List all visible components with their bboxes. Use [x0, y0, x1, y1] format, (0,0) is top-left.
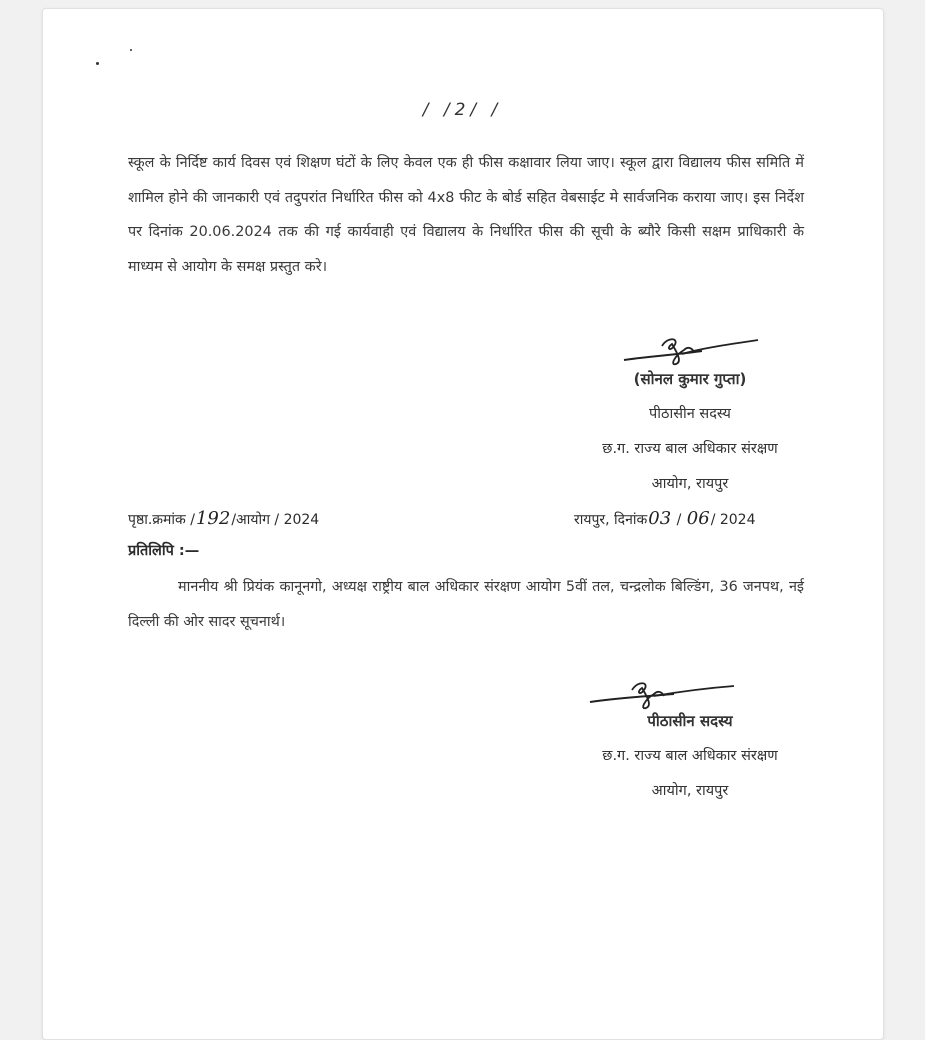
signatory-designation: पीठासीन सदस्य [649, 406, 731, 422]
date-day: 03 [648, 508, 672, 529]
signatory-organization: छ.ग. राज्य बाल अधिकार संरक्षण [602, 441, 778, 457]
signatory-block-1 [520, 362, 860, 502]
reference-prefix: पृष्ठा.क्रमांक / [128, 512, 195, 528]
reference-number [128, 508, 319, 529]
scan-speck [130, 49, 132, 51]
scan-speck [96, 62, 99, 65]
signatory-organization: छ.ग. राज्य बाल अधिकार संरक्षण [602, 748, 778, 764]
date-prefix: रायपुर, दिनांक [574, 512, 648, 528]
copy-recipient: माननीय श्री प्रियंक कानूनगो, अध्यक्ष राष्ट्रीय बाल अधिकार संरक्षण आयोग 5वीं तल, चन्द्रलोक बिल्डिंग, 36 जनपथ, नई दिल्ली की ओर सादर सूचनार्थ। [128, 579, 804, 630]
date-year: / 2024 [710, 512, 756, 528]
date-month: 06 [686, 508, 710, 529]
copy-heading: प्रतिलिपि :— [128, 543, 200, 559]
signatory-designation: पीठासीन सदस्य [647, 712, 733, 730]
signatory-location: आयोग, रायपुर [651, 476, 729, 492]
issue-date: रायपुर, दिनांक03 / 06/ 2024 [574, 508, 756, 529]
reference-handwritten-number: 192 [195, 508, 231, 529]
signatory-location: आयोग, रायपुर [651, 783, 729, 799]
page-number: / /2/ / [422, 100, 503, 120]
signatory-block-2 [520, 704, 860, 809]
reference-suffix: /आयोग / 2024 [231, 512, 320, 528]
signatory-name: (सोनल कुमार गुप्ता) [633, 370, 747, 388]
body-paragraph: स्कूल के निर्दिष्ट कार्य दिवस एवं शिक्षण घंटों के लिए केवल एक ही फीस कक्षावार लिया जाए। स्कूल द्वारा विद्यालय फीस समिति में शामिल होने की जानकारी एवं तदुपरांत निर्धारित फीस को 4x8 फीट के बोर्ड सहित वेबसाईट मे सार्वजनिक कराया जाए। इस निर्देश पर दिनांक 20.06.2024 तक की गई कार्यवाही एवं विद्यालय के निर्धारित फीस की सूची के ब्यौरे किसी सक्षम प्राधिकारी के माध्यम से आयोग के समक्ष प्रस्तुत करे। [128, 155, 804, 275]
